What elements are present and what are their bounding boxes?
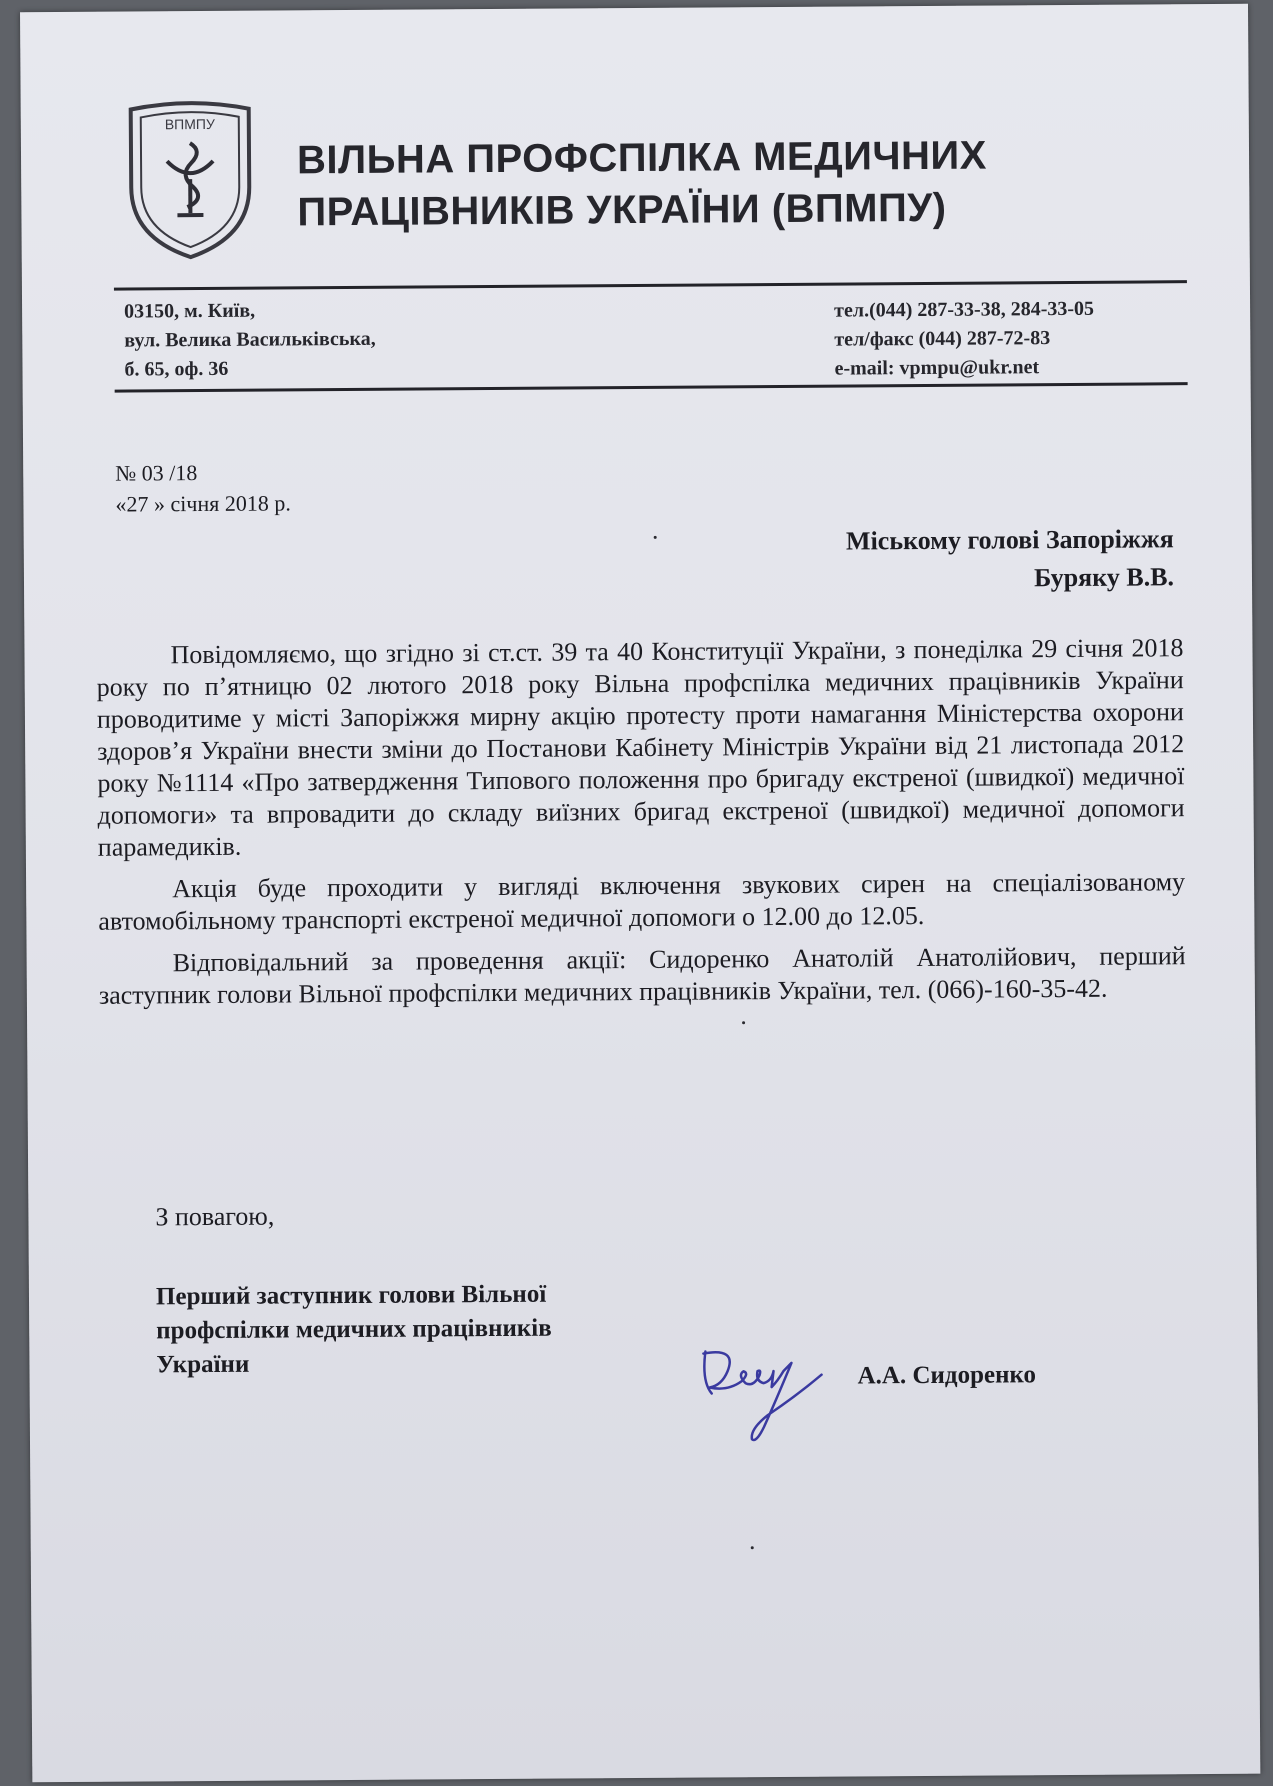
vpmpu-logo — [121, 95, 260, 264]
body-paragraph: Акція буде проходити у вигляді включення звукових сирен на спеціалізованому автомобільному транспорті екстреної медичної допомоги о 12.00 до 12.05. — [98, 867, 1186, 936]
letter-body — [96, 632, 1186, 1022]
reference-date: «27 » січня 2018 р. — [115, 490, 291, 517]
medical-snake-bowl-icon — [167, 143, 214, 215]
body-paragraph: Відповідальний за проведення акції: Сидоренко Анатолій Анатолійович, перший заступник голови Вільної профспілки медичних працівників України, тел. (066)-160-35-42. — [98, 941, 1186, 1010]
svg-text:ВПМПУ: ВПМПУ — [164, 115, 215, 133]
organization-name — [297, 130, 987, 239]
addressee-block — [846, 520, 1174, 598]
addressee-position: Міському голові Запоріжжя — [845, 524, 1174, 556]
signatory-title-line: України — [156, 1350, 250, 1379]
letter-sheet — [20, 4, 1260, 1783]
email-address: e-mail: vpmpu@ukr.net — [834, 356, 1040, 380]
postal-address — [124, 296, 376, 385]
fax-number: тел/факс (044) 287-72-83 — [834, 327, 1051, 351]
signatory-title-line: профспілки медичних працівників — [156, 1314, 552, 1345]
paper-speck — [742, 1021, 745, 1024]
letter-reference — [115, 456, 291, 519]
address-line: 03150, м. Київ, — [124, 299, 256, 323]
signatory-name: А.А. Сидоренко — [857, 1361, 1037, 1390]
phone-number: тел.(044) 287-33-38, 284-33-05 — [834, 297, 1095, 322]
handwritten-signature — [697, 1341, 828, 1452]
header-divider-bottom — [115, 382, 1188, 392]
paper-speck — [654, 536, 657, 539]
organization-name-line1: ВІЛЬНА ПРОФСПІЛКА МЕДИЧНИХ — [296, 133, 987, 183]
closing-phrase: З повагою, — [155, 1201, 275, 1232]
reference-number: № 03 /18 — [115, 460, 198, 486]
body-paragraph: Повідомляємо, що згідно зі ст.ст. 39 та 40 Конституції України, з понеділка 29 січня 2018 року по п’ятницю 02 лютого 2018 року Вільна профспілка медичних працівників України проводитиме у місті Запоріжжя мирну акцію протесту проти намагання Міністерства охорони здоров’я України внести зміни до Постанови Кабінету Міністрів України від 21 листопада 2012 року №1114 «Про затвердження Типового положення про бригаду екстреної (швидкої) медичної допомоги» та впровадити до складу виїзних бригад екстреної (швидкої) медичної допомоги парамедиків. — [96, 633, 1185, 862]
signatory-title-line: Перший заступник голови Вільної — [155, 1280, 547, 1311]
address-line: вул. Велика Васильківська, — [124, 327, 376, 352]
contact-info — [834, 295, 1094, 384]
organization-name-line2: ПРАЦІВНИКІВ УКРАЇНИ (ВПМПУ) — [297, 185, 947, 235]
address-line: б. 65, оф. 36 — [124, 357, 229, 381]
header-divider-top — [114, 280, 1187, 290]
addressee-name: Буряку В.В. — [1034, 562, 1175, 593]
paper-speck — [751, 1546, 754, 1549]
signatory-title — [156, 1278, 552, 1383]
